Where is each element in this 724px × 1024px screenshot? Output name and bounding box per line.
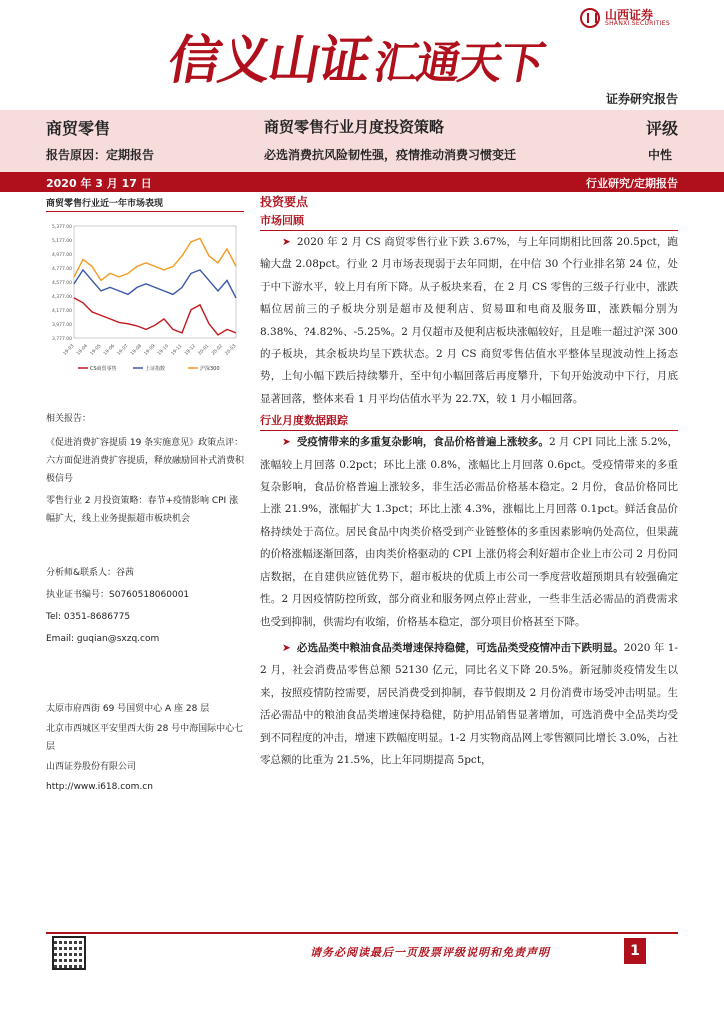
- bullet-arrow-icon: ➤: [282, 436, 291, 449]
- main-content: [260, 192, 678, 771]
- x-tick-label: 20-01: [197, 343, 211, 357]
- paragraph-3-text: 2020 年 1-2 月，社会消费品零售总额 52130 亿元，同比名义下降 20.5%。新冠肺炎疫情发生以来，按照疫情防控需要，居民消费受到抑制，春节假期及 2 月份消费市场受冲击明显。生活必需品中的粮油食品类增速保持稳健，防护用品销售显著增加，可选消费中全品类均受到不同程度的冲击，增速下跌幅度明显。1-2 月实物商品网上零售额同比增长 3.0%，占社零总额的比重为 21.5%，比上年同期提高 5pct，: [260, 641, 678, 766]
- brand-cn: 山西证券: [605, 7, 654, 22]
- brand-en: SHANXI SECURITIES: [605, 20, 670, 28]
- telephone: Tel: 0351-8686775: [46, 612, 131, 622]
- report-date: 2020 年 3 月 17 日: [46, 177, 152, 190]
- qr-code-icon: [52, 936, 86, 970]
- related-title: 相关报告：: [46, 414, 92, 424]
- y-tick-label: 4,977.00: [51, 253, 72, 258]
- y-tick-label: 3,777.00: [51, 337, 72, 342]
- legend-label: 沪深300: [200, 366, 220, 372]
- chart-svg: [46, 220, 244, 390]
- rating-label: 评级: [645, 119, 678, 138]
- date-bar: [0, 172, 724, 192]
- analyst: 分析师&联系人：谷茜: [46, 568, 135, 578]
- x-tick-label: 19-11: [170, 343, 184, 357]
- bullet-arrow-icon: ➤: [282, 641, 291, 654]
- slogan-part1: 信义山证: [163, 30, 375, 91]
- market-chart: [46, 220, 244, 394]
- footer-disclaimer: 请务必阅读最后一页股票评级说明和免责声明: [310, 946, 550, 959]
- x-tick-label: 19-08: [130, 343, 143, 357]
- related-report-2[interactable]: 零售行业 2 月投资策略：春节+疫情影响 CPI 涨幅扩大，线上业务提振超市板块机会: [46, 496, 239, 524]
- slogan: [163, 18, 550, 93]
- title-band: [0, 110, 724, 172]
- legend-label: CS商贸零售: [90, 366, 117, 372]
- y-tick-label: 4,377.00: [51, 295, 72, 300]
- paragraph-retail-sales: [260, 637, 678, 771]
- paragraph-3-lead: 必选品类中粮油食品类增速保持稳健，可选品类受疫情冲击下跌明显。: [296, 641, 624, 654]
- paragraph-1-text: 2020 年 2 月 CS 商贸零售行业下跌 3.67%，与上年同期相比回落 20.5pct，跑输大盘 2.08pct。行业 2 月市场表现弱于去年同期，在中信 30 个行业排名第 24 位，处于中下游水平，较上月有所下降。从子板块来看，在 2 月 CS 零售的三级子行业中，涨跌幅位居前三的子板块分别是超市及便利店、贸易Ⅲ和电商及服务Ⅲ，涨跌幅分别为 8.38%、?4.82%、-5.25%。2 月仅超市及便利店板块涨幅较好，且是唯一超过沪深 300 的子板块，其余板块均呈下跌状态。2 月 CS 商贸零售估值水平整体呈现波动性上扬态势，上旬小幅下跌后持续攀升，至中旬小幅回落后再度攀升，下旬开始波动中下行，月底显著回落，整体来看 1 月平均估值水平为 22.7X，较 1 月小幅回落。: [260, 236, 678, 405]
- paragraph-2-text: 2 月 CPI 同比上涨 5.2%，涨幅较上月回落 0.2pct；环比上涨 0.8%，涨幅比上月回落 0.6pct。受疫情带来的多重复杂影响，食品价格普遍上涨较多，非生活必需品价格基本稳定。2 月份，食品价格同比上涨 21.9%，涨幅扩大 1.3pct；环比上涨 4.3%，涨幅比上月回落 0.1pct。鲜活食品价格持续处于高位。居民食品中肉类价格受到产业链整体的多重因素影响仍处高位，但果蔬的价格涨幅逐渐回落，由肉类价格驱动的 CPI 上涨仍将会利好超市企业上市公司 2 月份同店数据，在自建供应链优势下，超市板块的优质上市公司一季度营收超预期具有较强确定性。2 月因疫情防控所致，部分商业和服务网点停止营业，一些非生活必需品的消费需求也受到抑制，供需均有收缩，价格基本稳定，部分项目价格甚至下降。: [260, 436, 679, 628]
- page-number: 1: [624, 938, 646, 964]
- section-data-tracking: 行业月度数据跟踪: [260, 412, 678, 431]
- x-tick-label: 20-02: [211, 343, 224, 357]
- rating-value: 中性: [647, 148, 672, 162]
- report-category: 行业研究/定期报告: [585, 177, 678, 190]
- y-tick-label: 5,177.00: [51, 239, 72, 244]
- footer-divider: [46, 932, 678, 934]
- paragraph-2-lead: 受疫情带来的多重复杂影响，食品价格普遍上涨较多。: [296, 436, 549, 449]
- page-header: [0, 0, 724, 110]
- paragraph-cpi: [260, 431, 678, 633]
- y-tick-label: 4,577.00: [51, 281, 72, 286]
- report-reason: 报告原因：定期报告: [46, 148, 155, 162]
- x-tick-label: 19-03: [62, 343, 76, 357]
- x-tick-label: 19-12: [184, 343, 197, 357]
- x-tick-label: 19-06: [103, 343, 116, 357]
- sidebar: [46, 196, 244, 796]
- main-heading: 投资要点: [260, 195, 309, 209]
- slogan-part2: 汇通天下: [370, 38, 548, 89]
- company-name: 山西证券股份有限公司: [46, 762, 137, 772]
- email[interactable]: Email: guqian@sxzq.com: [46, 634, 160, 644]
- address-taiyuan: 太原市府西街 69 号国贸中心 A 座 28 层: [46, 704, 210, 714]
- bullet-arrow-icon: ➤: [282, 236, 291, 248]
- report-title: 商贸零售行业月度投资策略: [264, 118, 445, 136]
- chart-title: 商贸零售行业近一年市场表现: [46, 196, 244, 212]
- sidebar-info: [46, 410, 244, 796]
- logo-mark-icon: [580, 8, 600, 28]
- address-beijing: 北京市西城区平安里西大街 28 号中海国际中心七层: [46, 724, 244, 752]
- x-tick-label: 19-09: [143, 343, 157, 357]
- report-type: 证券研究报告: [605, 92, 678, 106]
- y-tick-label: 5,377.00: [51, 225, 72, 230]
- x-tick-label: 19-10: [157, 343, 170, 357]
- x-tick-label: 20-03: [224, 343, 238, 357]
- report-subtitle: 必选消费抗风险韧性强，疫情推动消费习惯变迁: [264, 148, 517, 162]
- series-line-上证指数: [74, 270, 236, 298]
- x-tick-label: 19-07: [116, 343, 130, 357]
- license-number: 执业证书编号：S0760518060001: [46, 590, 190, 600]
- x-tick-label: 19-04: [76, 343, 89, 357]
- plot-area: [74, 226, 236, 338]
- related-report-1[interactable]: 《促进消费扩容提质 19 条实施意见》政策点评：六方面促进消费扩容提质，释放融励回补式消费积极信号: [46, 438, 245, 484]
- section-market-review: 市场回顾: [260, 212, 678, 231]
- legend-label: 上证指数: [145, 366, 166, 372]
- y-tick-label: 4,777.00: [51, 267, 72, 272]
- logo-text: [605, 9, 670, 28]
- y-tick-label: 4,177.00: [51, 309, 72, 314]
- x-tick-label: 19-05: [89, 343, 103, 357]
- website-link[interactable]: http://www.i618.com.cn: [46, 782, 153, 792]
- series-line-沪深300: [74, 238, 236, 280]
- brand-logo: [580, 8, 670, 28]
- paragraph-market-review: [260, 231, 678, 410]
- sector-name: 商贸零售: [46, 119, 111, 138]
- y-tick-label: 3,977.00: [51, 323, 72, 328]
- series-line-CS商贸零售: [74, 298, 236, 335]
